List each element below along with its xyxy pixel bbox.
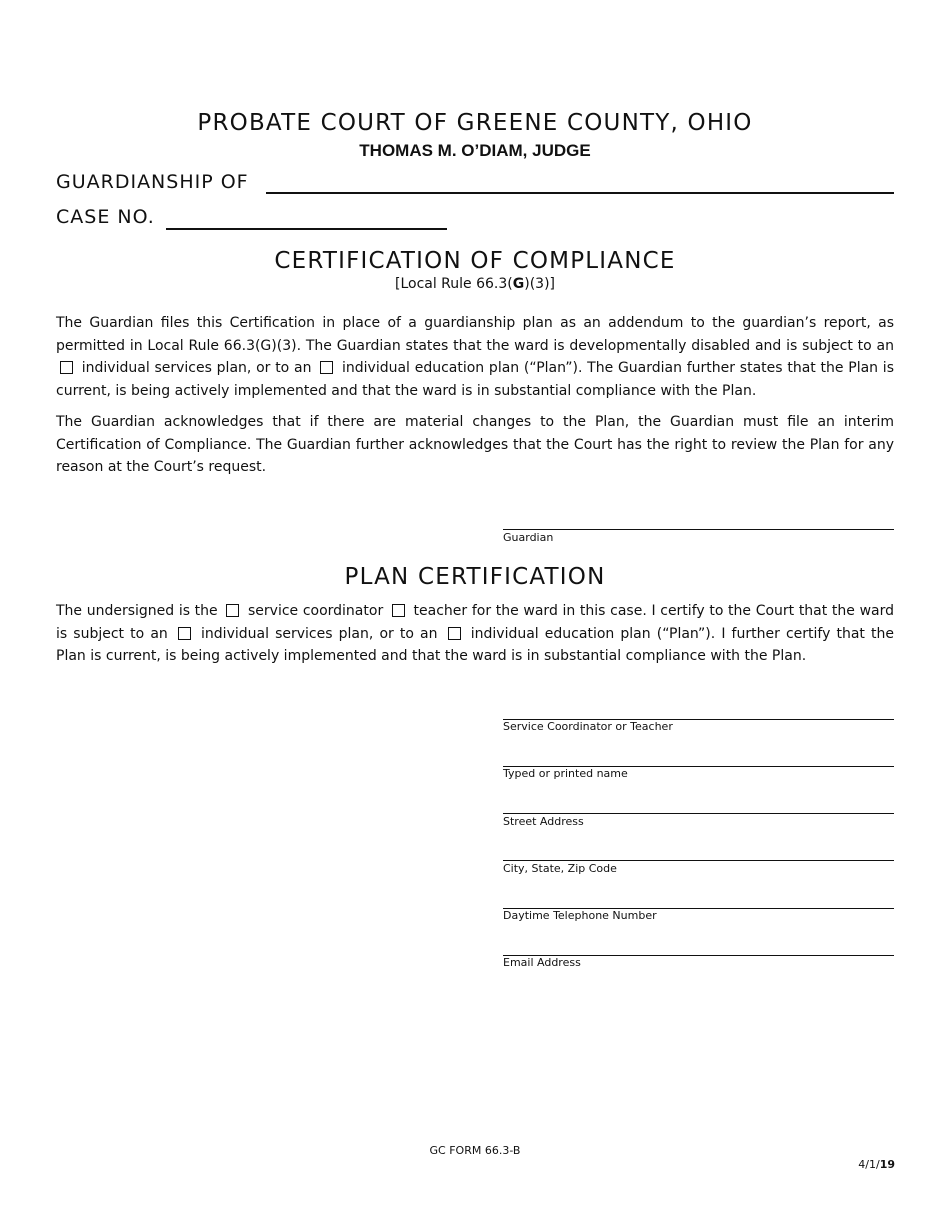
- plan-individual-education-checkbox[interactable]: [448, 627, 461, 640]
- judge-name: THOMAS M. O’DIAM, JUDGE: [359, 141, 591, 160]
- telephone-label: Daytime Telephone Number: [503, 909, 657, 922]
- city-state-zip-label: City, State, Zip Code: [503, 862, 617, 875]
- form-number: GC FORM 66.3-B: [429, 1144, 521, 1157]
- revision-date: 4/1/19: [858, 1158, 895, 1171]
- guardianship-field[interactable]: [268, 171, 892, 193]
- case-no-field[interactable]: [168, 206, 446, 228]
- local-rule-reference: [Local Rule 66.3(G)(3)]: [394, 276, 556, 292]
- case-no-underline: [166, 228, 447, 230]
- service-coordinator-checkbox[interactable]: [226, 604, 239, 617]
- guardianship-underline: [266, 192, 894, 194]
- guardian-signature-line[interactable]: [503, 529, 894, 530]
- teacher-checkbox[interactable]: [392, 604, 405, 617]
- street-address-line[interactable]: [503, 813, 894, 814]
- certification-paragraph-2: The Guardian acknowledges that if there are material changes to the Plan, the Guardian must file an interim Certification of Compliance. The Guardian further acknowledges that the Court has the right to review the Plan for any reason at the Court’s request.: [56, 414, 894, 475]
- printed-name-label: Typed or printed name: [503, 767, 628, 780]
- email-label: Email Address: [503, 956, 581, 969]
- certification-paragraph-1: The Guardian files this Certification in place of a guardianship plan as an addendum to the guardian’s report, as permitted in Local Rule 66.3(G)(3). The Guardian states that the ward is developmentally disabled and is subject to an individual services plan, or to an individual education plan (“Plan”). The Guardian further states that the Plan is current, is being actively implemented and that the ward is in substantial compliance with the Plan.: [56, 315, 894, 399]
- street-address-label: Street Address: [503, 815, 584, 828]
- city-state-zip-line[interactable]: [503, 860, 894, 861]
- certification-title: CERTIFICATION OF COMPLIANCE: [274, 248, 676, 274]
- guardianship-label: GUARDIANSHIP OF: [56, 171, 249, 193]
- case-no-label: CASE NO.: [56, 206, 155, 228]
- plan-certification-title: PLAN CERTIFICATION: [344, 564, 606, 590]
- individual-education-plan-checkbox[interactable]: [320, 361, 333, 374]
- plan-individual-services-checkbox[interactable]: [178, 627, 191, 640]
- court-title: PROBATE COURT OF GREENE COUNTY, OHIO: [197, 110, 753, 136]
- signature-label: Service Coordinator or Teacher: [503, 720, 673, 733]
- individual-services-plan-checkbox[interactable]: [60, 361, 73, 374]
- plan-certification-paragraph: The undersigned is the service coordinator teacher for the ward in this case. I certify to the Court that the ward is subject to an individual services plan, or to an individual education plan (“Plan”). I further certify that the Plan is current, is being actively implemented and that the ward is in substantial compliance with the Plan.: [56, 603, 895, 664]
- guardian-signature-label: Guardian: [503, 531, 554, 544]
